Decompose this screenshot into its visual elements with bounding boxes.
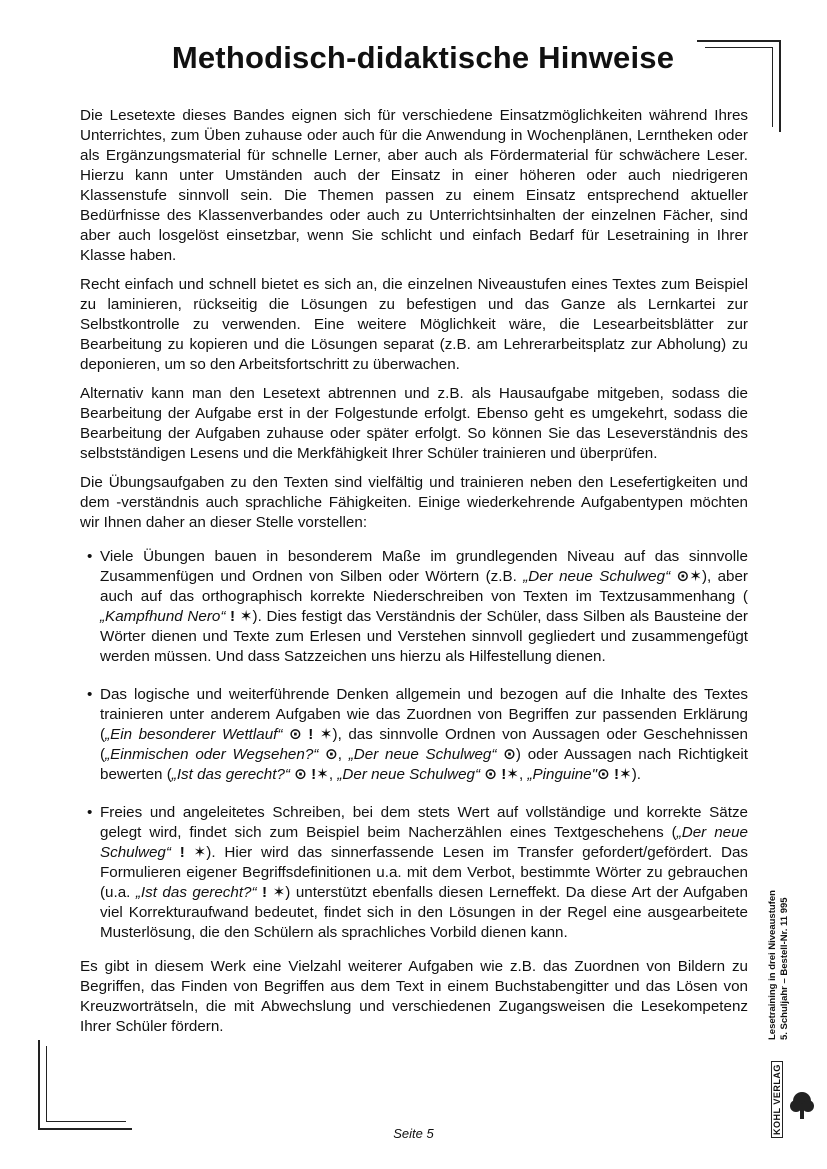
level-symbols: ⊙	[318, 746, 338, 763]
side-imprint	[759, 830, 819, 1135]
text: Das logische und weiterführende Denken allgemein und bezogen auf die Inhalte des Textes trainieren unter anderem Aufgaben wie das Zuordnen von Begriffen zur passenden Erklärung (	[100, 686, 748, 743]
text: ,	[328, 766, 338, 783]
level-symbols: ! ✶	[170, 844, 207, 861]
bullet: •	[87, 548, 93, 565]
page-number: Seite 5	[393, 1126, 434, 1141]
level-symbols: ⊙ ! ✶	[282, 726, 333, 743]
corner-frame-bottom-left	[38, 1040, 132, 1130]
text: Viele Übungen bauen in besonderem Maße im grundlegenden Niveau auf das sinnvolle Zusammenfügen und Ordnen von Silben oder Wörtern (z.B.	[100, 548, 748, 585]
level-symbols: ⊙ !✶	[597, 766, 632, 783]
text: ) oder Aussagen nach Richtigkeit bewerten (	[100, 746, 748, 783]
text: ). Hier wird das sinnerfassende Lesen im Transfer gefordert/gefördert. Das Formulieren eigener Begriffsdefinitionen u.a. mit dem Verbot, bestimmte Wörter zu gebrauchen (u.a.	[100, 844, 748, 901]
imprint-line-1: Lesetraining in drei Niveaustufen	[767, 890, 778, 1040]
title-ref: „Der neue Schulweg“	[337, 766, 481, 783]
text: ,	[518, 766, 528, 783]
tree-logo-icon	[789, 1090, 815, 1120]
title-ref: „Kampfhund Nero“	[100, 608, 226, 625]
title-ref: „Der neue Schulweg“	[523, 568, 671, 585]
text: ).	[631, 766, 642, 783]
bullet: •	[87, 686, 93, 703]
title-ref: „Ist das gerecht?“	[171, 766, 290, 783]
level-symbols: ⊙ !✶	[289, 766, 329, 783]
list-item	[87, 547, 748, 667]
list-item	[87, 803, 748, 943]
title-ref: „Pinguine"	[527, 766, 597, 783]
title-ref: „Ein besonderer Wettlauf“	[105, 726, 283, 743]
title-ref: „Der neue Schulweg“	[348, 746, 497, 763]
closing-paragraph: Es gibt in diesem Werk eine Vielzahl weiterer Aufgaben wie z.B. das Zuordnen von Bildern zu Begriffen, das Finden von Begriffen aus dem Text in einem Buchstabengitter und das Lösen von Kreuzworträtseln, die mit Abwechslung und verschiedenen Zugangsweisen die Lesekompetenz Ihrer Schüler fördern.	[80, 958, 748, 1035]
task-type-list	[80, 547, 748, 943]
text: ), aber auch auf das orthographisch korrekte Niederschreiben von Texten im Textzusammenhang (	[100, 568, 748, 605]
level-symbols: ⊙	[496, 746, 516, 763]
page-title: Methodisch-didaktische Hinweise	[171, 40, 675, 75]
paragraph-2: Recht einfach und schnell bietet es sich an, die einzelnen Niveaustufen eines Textes zum Beispiel zu laminieren, rückseitig die Lösungen zu befestigen und das Ganze als Lernkartei zur Selbstkontrolle zu verwenden. Eine weitere Möglichkeit wäre, die Lesearbeitsblätter zur Bearbeitung zu kopieren und die Lösungen separat (z.B. am Lehrerarbeitsplatz zur Abholung) zu deponieren, um so den Arbeitsfortschritt zu überwachen.	[80, 276, 748, 373]
level-symbols: ⊙ !✶	[480, 766, 519, 783]
text: Freies und angeleitetes Schreiben, bei dem stets Wert auf vollständige und korrekte Sätze gelegt wird, findet sich zum Beispiel beim Nacherzählen eines Textgeschehens (	[100, 804, 748, 841]
main-text	[80, 106, 748, 1046]
title-ref: „Einmischen oder Wegsehen?“	[105, 746, 319, 763]
title-ref: „Ist das gerecht?“	[135, 884, 257, 901]
bullet: •	[87, 804, 93, 821]
paragraph-3: Alternativ kann man den Lesetext abtrennen und z.B. als Hausaufgabe mitgeben, sodass die Bearbeitung der Aufgabe erst in der Folgestunde erfolgt. Ebenso geht es umgekehrt, sodass die Bearbeitung der Aufgaben zuhause oder später erfolgt. So können Sie das Leseverständnis des selbstständigen Lesens und die Merkfähigkeit Ihrer Schüler trainieren und überprüfen.	[80, 385, 748, 462]
text: ) unterstützt ebenfalls diesen Lerneffekt. Da diese Art der Aufgaben viel Korrekturaufwand bedeutet, findet sich in den Lösungen in der Regel eine ausgearbeitete Musterlösung, die den Schülern als sprachliches Vorbild dienen kann.	[100, 884, 748, 941]
paragraph-1: Die Lesetexte dieses Bandes eignen sich für verschiedene Einsatzmöglichkeiten während Ihres Unterrichtes, zum Üben zuhause oder auch für die Anwendung in Wochenplänen, Lerntheken oder als Ergänzungsmaterial für schnelle Lerner, aber auch als Fördermaterial für schwächere Leser. Hierzu kann unter Umständen auch der Einsatz in einer höheren oder auch niedrigeren Klassenstufe sinnvoll sein. Die Themen passen zu einem Einsatz entsprechend aktueller Bedürfnisse des Klassenverbandes oder auch zu Unterrichtsinhalten der einzelnen Fächer, sind aber auch losgelöst einsetzbar, wenn Sie schlicht und einfach Bedarf für Lesetraining in Ihrer Klasse haben.	[80, 107, 748, 264]
imprint-text	[767, 890, 791, 1040]
level-symbols: ⊙✶	[670, 568, 702, 585]
publisher-logo	[761, 1058, 817, 1135]
text: ). Dies festigt das Verständnis der Schüler, dass Silben als Bausteine der Wörter dienen und Texte zum Erlesen und Verstehen sinnvoll gegliedert und zusammengefügt werden müssen. Und dass Satzzeichen uns hierzu als Hilfestellung dienen.	[100, 608, 748, 665]
list-item	[87, 685, 748, 785]
level-symbols: ! ✶	[256, 884, 286, 901]
level-symbols: ! ✶	[225, 608, 253, 625]
text: ), das sinnvolle Ordnen von Aussagen oder Geschehnissen (	[100, 726, 748, 763]
title-ref: „Der neue Schulweg“	[100, 824, 748, 861]
logo-text: KOHL VERLAG	[771, 1061, 783, 1138]
imprint-line-2: 5. Schuljahr – Bestell-Nr. 11 995	[779, 897, 790, 1040]
paragraph-4: Die Übungsaufgaben zu den Texten sind vielfältig und trainieren neben den Lesefertigkeiten und dem -verständnis auch sprachliche Fähigkeiten. Einige wiederkehrende Aufgabentypen möchten wir Ihnen daher an dieser Stelle vorstellen:	[80, 474, 748, 531]
text: ,	[337, 746, 349, 763]
